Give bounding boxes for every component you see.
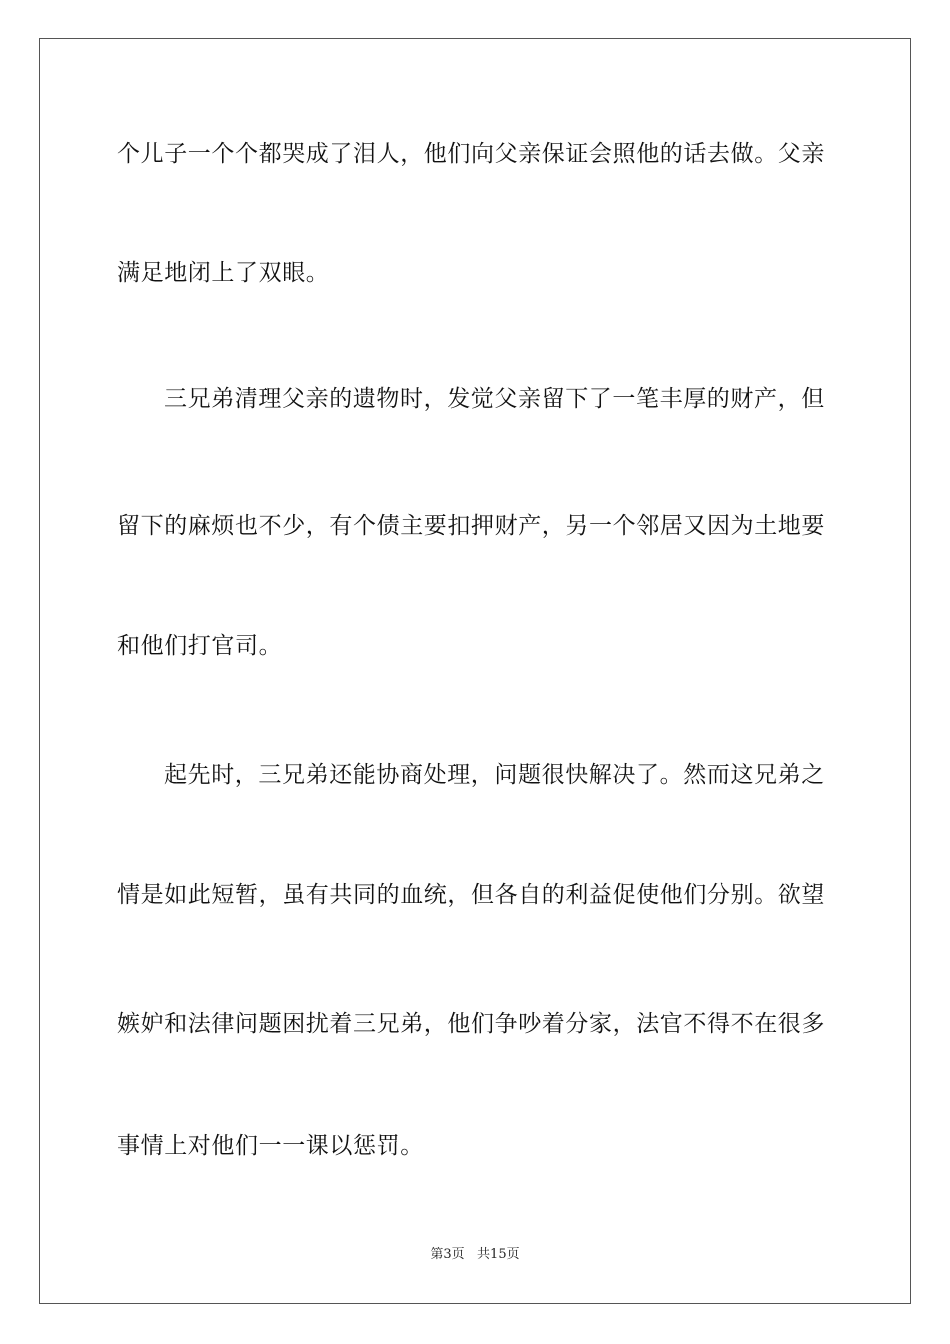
page-frame [39, 38, 911, 1304]
text-line: 三兄弟清理父亲的遗物时，发觉父亲留下了一笔丰厚的财产，但 [164, 386, 825, 412]
text-line: 事情上对他们一一课以惩罚。 [117, 1133, 424, 1159]
text-line: 留下的麻烦也不少，有个债主要扣押财产，另一个邻居又因为土地要 [117, 513, 825, 539]
text-line: 个儿子一个个都哭成了泪人，他们向父亲保证会照他的话去做。父亲 [117, 141, 825, 167]
text-line: 嫉妒和法律问题困扰着三兄弟，他们争吵着分家，法官不得不在很多 [117, 1011, 825, 1037]
page-footer: 第3页 共15页 [430, 1247, 520, 1262]
text-line: 情是如此短暂，虽有共同的血统，但各自的利益促使他们分别。欲望 [117, 882, 825, 908]
text-line: 起先时，三兄弟还能协商处理，问题很快解决了。然而这兄弟之 [164, 762, 825, 788]
text-line: 和他们打官司。 [117, 633, 283, 659]
text-line: 满足地闭上了双眼。 [117, 260, 330, 286]
